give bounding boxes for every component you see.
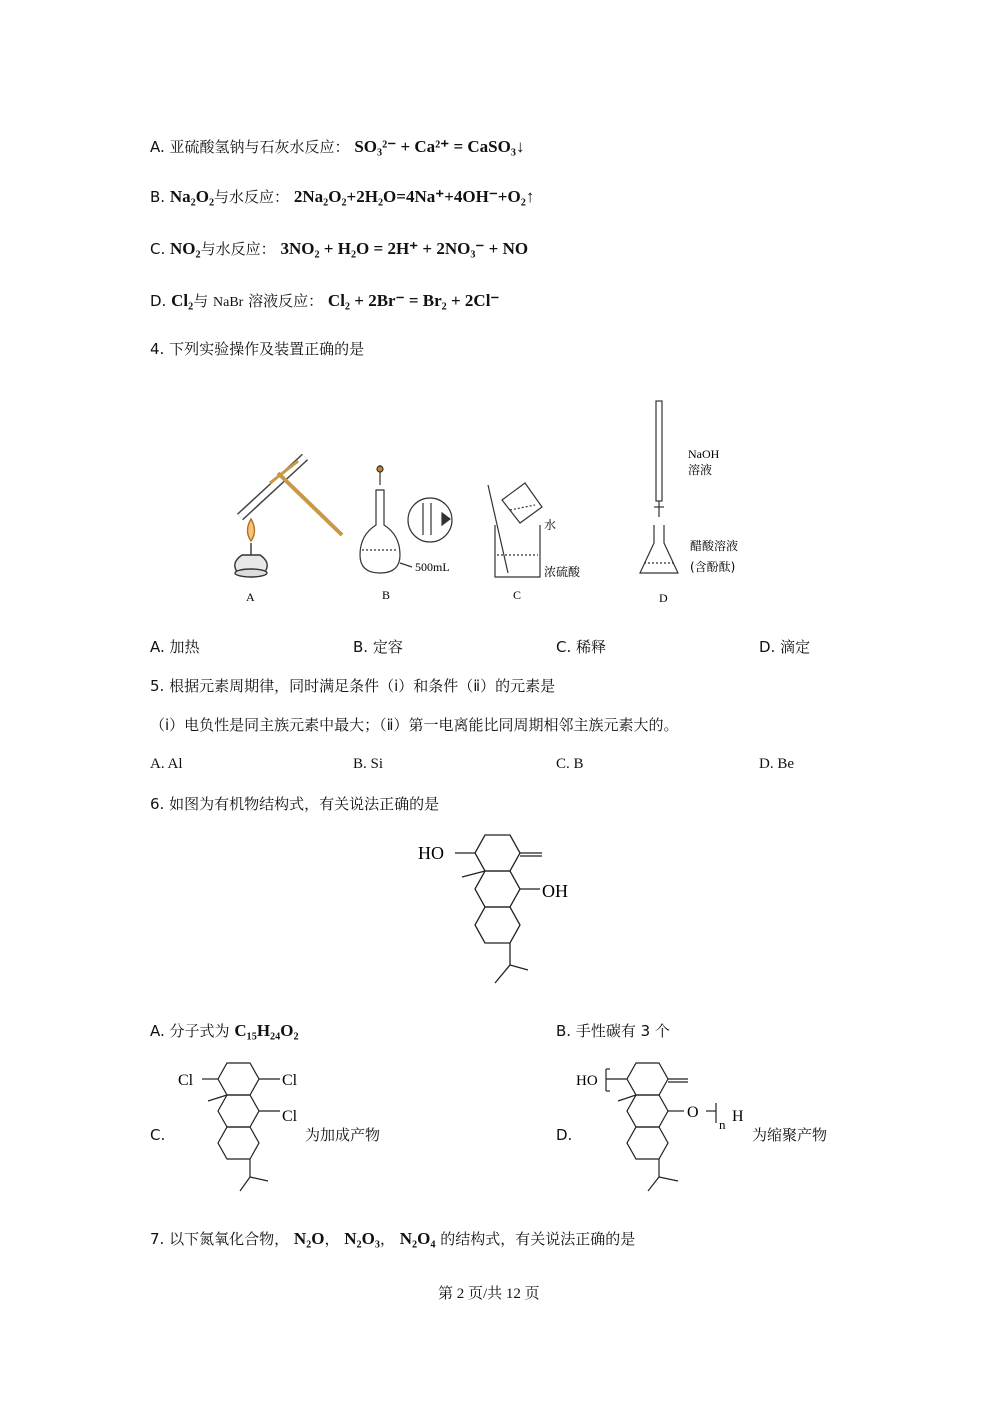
q6-option-a bbox=[150, 1020, 299, 1041]
structure-main bbox=[410, 825, 610, 1000]
option-letter: D. bbox=[150, 292, 167, 310]
q6-option-d-text: 为缩聚产物 bbox=[752, 1126, 828, 1144]
question-6-stem: 6. 如图为有机物结构式，有关说法正确的是 bbox=[150, 795, 440, 813]
acetic-label-1: 醋酸溶液 bbox=[690, 539, 739, 553]
option-letter: B. bbox=[353, 638, 369, 656]
label-d: D bbox=[659, 591, 668, 605]
q6-option-d-letter: D. bbox=[556, 1126, 573, 1144]
label-b: B bbox=[382, 588, 391, 602]
water-label: 水 bbox=[544, 518, 557, 532]
q5-option-d: D. Be bbox=[759, 756, 794, 772]
question-5-stem: 5. 根据元素周期律，同时满足条件（ⅰ）和条件（ⅱ）的元素是 bbox=[150, 677, 556, 695]
formula-n2o: N₂O bbox=[293, 1229, 325, 1248]
q3-option-b bbox=[150, 186, 534, 207]
q6-option-c-text: 为加成产物 bbox=[305, 1126, 381, 1144]
ho-label: HO bbox=[418, 843, 444, 863]
option-text: 滴定 bbox=[780, 638, 811, 656]
option-letter: D. bbox=[759, 638, 776, 656]
page-footer: 第 2 页/共 12 页 bbox=[438, 1286, 540, 1302]
option-text: 溶液反应： bbox=[248, 292, 324, 310]
q6-option-b bbox=[556, 1020, 670, 1041]
formula-n2o4: N₂O₄ bbox=[399, 1229, 436, 1248]
option-text: 加热 bbox=[169, 638, 200, 656]
option-letter: C. bbox=[150, 240, 166, 258]
apparatus-a-heating bbox=[235, 457, 342, 577]
q3-option-d bbox=[150, 290, 499, 311]
o-label: O bbox=[687, 1104, 699, 1121]
option-letter: B. bbox=[556, 1022, 572, 1040]
option-letter: A. bbox=[150, 1022, 165, 1040]
reagent-formula: Na₂O₂ bbox=[169, 187, 215, 206]
equation: 3NO₂ + H₂O = 2H⁺ + 2NO₃⁻ + NO bbox=[280, 239, 529, 258]
label-c: C bbox=[513, 588, 522, 602]
q3-option-a bbox=[150, 136, 524, 157]
q5-option-a: A. Al bbox=[150, 756, 183, 772]
cl-label-1: Cl bbox=[178, 1072, 194, 1089]
option-text: 分子式为 bbox=[169, 1022, 230, 1040]
cl-label-3: Cl bbox=[282, 1108, 298, 1125]
q3-option-c bbox=[150, 238, 528, 259]
option-text: 与 bbox=[193, 292, 209, 310]
q4-option-d bbox=[759, 636, 810, 657]
question-5-conditions: （ⅰ）电负性是同主族元素中最大；（ⅱ）第一电离能比同周期相邻主族元素大的。 bbox=[150, 716, 679, 734]
option-letter: A. bbox=[150, 138, 165, 156]
option-text: 亚硫酸氢钠与石灰水反应： bbox=[169, 138, 350, 156]
q5-option-b: B. Si bbox=[353, 756, 384, 772]
salt-formula: NaBr bbox=[213, 295, 244, 310]
acid-label: 浓硫酸 bbox=[544, 565, 581, 579]
apparatus-d-titration bbox=[640, 401, 678, 573]
formula-n2o3: N₂O₃ bbox=[344, 1229, 380, 1248]
option-text: 稀释 bbox=[576, 638, 607, 656]
ho-label: HO bbox=[576, 1073, 598, 1089]
reagent-formula: Cl₂ bbox=[171, 291, 194, 310]
q4-option-c bbox=[556, 636, 606, 657]
oh-label: OH bbox=[542, 881, 568, 901]
acetic-label-2: (含酚酞) bbox=[690, 560, 736, 574]
reagent-formula: NO₂ bbox=[170, 239, 201, 258]
q5-option-c: C. B bbox=[556, 756, 584, 772]
q4-option-b bbox=[353, 636, 403, 657]
q6-option-c-letter: C. bbox=[150, 1126, 166, 1144]
option-text: 定容 bbox=[372, 638, 403, 656]
equation: SO₃²⁻ + Ca²⁺ = CaSO₃↓ bbox=[354, 137, 525, 156]
molecular-formula: C₁₅H₂₄O₂ bbox=[234, 1021, 299, 1040]
equation: Cl₂ + 2Br⁻ = Br₂ + 2Cl⁻ bbox=[327, 291, 500, 310]
question-7-stem: 7. 以下氮氧化合物， N₂O， N₂O₃， N₂O₄ 的结构式，有关说法正确的是 bbox=[150, 1229, 636, 1248]
option-text: 与水反应： bbox=[200, 240, 276, 258]
naoh-label-1: NaOH bbox=[688, 447, 720, 461]
cl-label-2: Cl bbox=[282, 1072, 298, 1089]
apparatus-b-volumetric-flask bbox=[360, 465, 452, 573]
h-label: H bbox=[732, 1108, 744, 1125]
naoh-label-2: 溶液 bbox=[688, 463, 713, 477]
equation: 2Na₂O₂+2H₂O=4Na⁺+4OH⁻+O₂↑ bbox=[293, 187, 535, 206]
option-letter: A. bbox=[150, 638, 165, 656]
apparatus-c-dilution bbox=[488, 483, 542, 577]
option-text: 与水反应： bbox=[214, 188, 290, 206]
option-letter: B. bbox=[150, 188, 166, 206]
question-4-stem: 4. 下列实验操作及装置正确的是 bbox=[150, 340, 365, 358]
n-label: n bbox=[719, 1117, 726, 1132]
option-text: 手性碳有 3 个 bbox=[575, 1022, 670, 1040]
stem-prefix: 7. 以下氮氧化合物， bbox=[150, 1230, 290, 1248]
label-a: A bbox=[246, 590, 255, 604]
stem-suffix: 的结构式，有关说法正确的是 bbox=[440, 1230, 636, 1248]
apparatus-figure bbox=[210, 395, 790, 610]
structure-option-d bbox=[574, 1055, 754, 1195]
option-letter: C. bbox=[556, 638, 572, 656]
q4-option-a bbox=[150, 636, 200, 657]
flask-volume-label: 500mL bbox=[415, 560, 450, 574]
